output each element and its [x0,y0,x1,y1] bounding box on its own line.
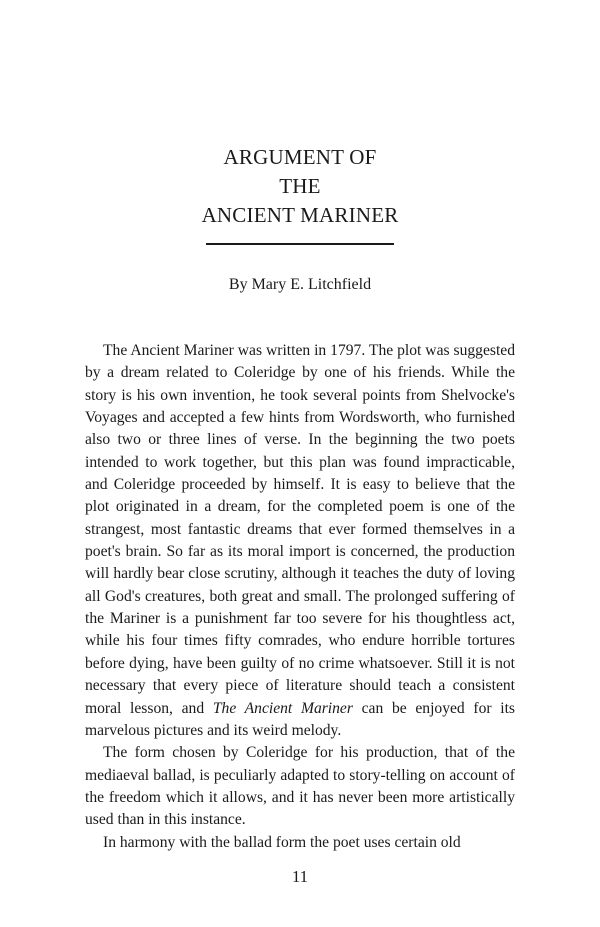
author-byline: By Mary E. Litchfield [228,276,372,293]
paragraph-3: In harmony with the ballad form the poet uses certain old [103,833,461,851]
body-text [85,340,515,854]
page-number: 11 [291,867,309,886]
paragraph-2: The form chosen by Coleridge for his production, that of the mediaeval ballad, is peculiarly adapted to story-telling on account of the freedom which it allows, and it has never been more artistically used than in this instance. [85,744,515,829]
paragraph-1 [85,340,515,742]
chapter-title-line-3: ANCIENT MARINER [201,203,399,227]
paragraph-1-text-a: The Ancient Mariner was written in 1797. The plot was suggested by a dream related to Coleridge by one of his friends. While the story is his own invention, he took several points from Shelvocke's Voyages and accepted a few hints from Wordsworth, who furnished also two or three lines of verse. In the beginning the two poets intended to work together, but this plan was found impracticable, and Coleridge proceeded by himself. It is easy to believe that the plot originated in a dream, for the completed poem is one of the strangest, most fantastic dreams that ever formed themselves in a poet's brain. So far as its moral import is concerned, the production will hardly bear close scrutiny, although it teaches the duty of loving all God's creatures, both great and small. The prolonged suffering of the Mariner is a punishment far too severe for his thoughtless act, while his four times fifty comrades, who endure horrible tortures before dying, have been guilty of no crime whatsoever. Still it is not necessary that every piece of literature should teach a consistent moral lesson, and [85,342,515,717]
paragraph-1-text-b: can be enjoyed for its marvelous pictures and its weird melody. [85,699,516,739]
title-divider [206,243,394,245]
chapter-title-line-1: ARGUMENT OF [223,145,377,169]
paragraph-1-italic-title: The Ancient Mariner [212,699,353,717]
chapter-title-line-2: THE [279,174,321,198]
chapter-title [0,143,600,230]
